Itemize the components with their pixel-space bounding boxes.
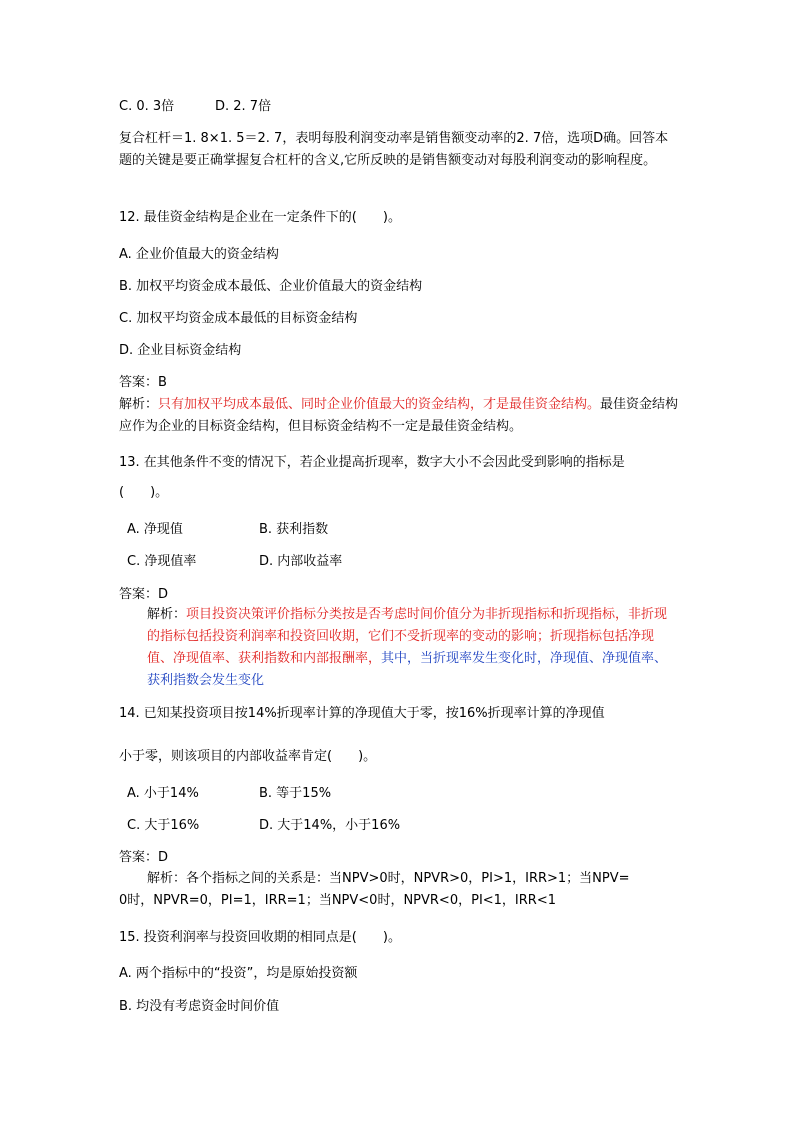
option-a: A. 两个指标中的“投资”，均是原始投资额 xyxy=(119,966,358,981)
analysis-label: 解析： xyxy=(147,607,187,622)
analysis-label: 解析： xyxy=(119,397,159,412)
analysis-highlight-red: 项目投资决策评价指标分类按是否考虑时间价值分为非折现指标和折现指标，非折现的指标包括投资利润率和投资回收期，它们不受折现率的变动的影响；折现指标包括净现值、净现值率、获利指数和内部报酬率， xyxy=(147,607,668,666)
option-a: A. 企业价值最大的资金结构 xyxy=(119,247,279,262)
question-15-stem: 15. 投资利润率与投资回收期的相同点是( )。 xyxy=(119,930,401,945)
option-d: D. 企业目标资金结构 xyxy=(119,343,242,358)
option-d: D. 内部收益率 xyxy=(259,554,343,569)
answer-label: 答案：D xyxy=(119,587,169,602)
option-d: D. 大于14%，小于16% xyxy=(259,818,401,833)
analysis-text-cont: 0时，NPVR=0，PI=1，IRR=1；当NPV<0时，NPVR<0，PI<1，IRR<1 xyxy=(119,893,556,908)
option-b: B. 获利指数 xyxy=(259,522,329,537)
analysis-highlight-blue: 其中，当折现率发生变化时，净现值、净现值率、获利指数会发生变化 xyxy=(147,651,668,688)
option-a: A. 净现值 xyxy=(127,522,183,537)
answer-label: 答案：D xyxy=(119,850,169,865)
option-a: A. 小于14% xyxy=(127,786,199,801)
option-c: C. 净现值率 xyxy=(127,554,197,569)
option-c: C. 0. 3倍 xyxy=(119,99,175,114)
answer-label: 答案：B xyxy=(119,375,167,390)
question-12-stem: 12. 最佳资金结构是企业在一定条件下的( )。 xyxy=(119,210,401,225)
option-b: B. 加权平均资金成本最低、企业价值最大的资金结构 xyxy=(119,279,423,294)
option-c: C. 大于16% xyxy=(127,818,200,833)
analysis-rest: 最佳资金结构应作为企业的目标资金结构，但目标资金结构不一定是最佳资金结构。 xyxy=(119,397,679,434)
question-14-stem: 14. 已知某投资项目按14%折现率计算的净现值大于零，按16%折现率计算的净现值 xyxy=(119,706,605,721)
option-b: B. 均没有考虑资金时间价值 xyxy=(119,999,280,1014)
analysis-text xyxy=(119,604,679,692)
question-13-stem: 13. 在其他条件不变的情况下，若企业提高折现率，数字大小不会因此受到影响的指标是 xyxy=(119,455,625,470)
option-c: C. 加权平均资金成本最低的目标资金结构 xyxy=(119,311,358,326)
option-d: D. 2. 7倍 xyxy=(215,99,272,114)
explanation-text: 复合杠杆＝1. 8×1. 5＝2. 7，表明每股利润变动率是销售额变动率的2. 7倍，选项D确。回答本题的关键是要正确掌握复合杠杆的含义,它所反映的是销售额变动对每股利润变动的影响程度。 xyxy=(119,131,669,168)
option-b: B. 等于15% xyxy=(259,786,332,801)
analysis-highlight-red: 只有加权平均成本最低、同时企业价值最大的资金结构，才是最佳资金结构。 xyxy=(158,397,601,412)
question-13-stem-cont: ( )。 xyxy=(119,485,169,500)
question-14-stem-cont: 小于零，则该项目的内部收益率肯定( )。 xyxy=(119,749,377,764)
analysis-text: 解析：各个指标之间的关系是：当NPV>0时，NPVR>0，PI>1，IRR>1；当NPV= xyxy=(147,871,630,886)
analysis-text xyxy=(119,394,679,438)
